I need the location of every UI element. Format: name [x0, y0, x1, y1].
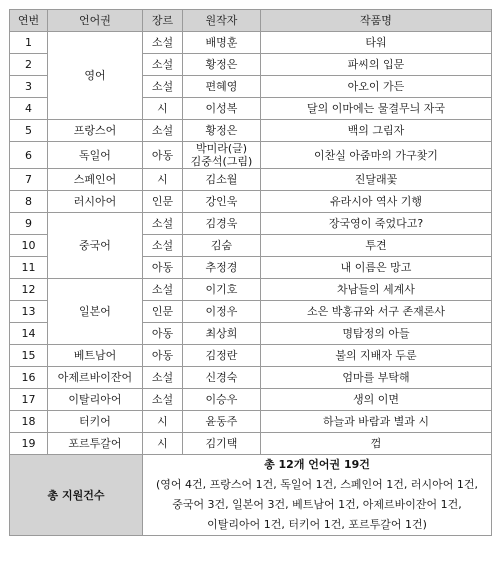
- author-cell: 김기택: [183, 433, 261, 455]
- title-cell: 아오이 가든: [261, 76, 492, 98]
- language-cell: 스페인어: [48, 169, 143, 191]
- author-cell: 김소월: [183, 169, 261, 191]
- row-number: 2: [10, 54, 48, 76]
- title-cell: 내 이름은 망고: [261, 257, 492, 279]
- title-cell: 껌: [261, 433, 492, 455]
- summary-breakdown-line: 이탈리아어 1건, 터키어 1건, 포르투갈어 1건): [207, 518, 427, 531]
- row-number: 3: [10, 76, 48, 98]
- table-row: [10, 213, 492, 235]
- title-cell: 투견: [261, 235, 492, 257]
- genre-cell: 시: [143, 433, 183, 455]
- author-cell: 김정란: [183, 345, 261, 367]
- author-cell: 윤동주: [183, 411, 261, 433]
- translation-grant-table: [9, 9, 492, 536]
- table-row: [10, 411, 492, 433]
- title-cell: 백의 그림자: [261, 120, 492, 142]
- row-number: 4: [10, 98, 48, 120]
- title-cell: 엄마를 부탁해: [261, 367, 492, 389]
- table-body: [10, 32, 492, 536]
- author-line: 김중석(그림): [190, 155, 253, 168]
- table-row: [10, 389, 492, 411]
- language-cell: 이탈리아어: [48, 389, 143, 411]
- row-number: 11: [10, 257, 48, 279]
- header-language: 언어권: [48, 10, 143, 32]
- genre-cell: 소설: [143, 213, 183, 235]
- genre-cell: 소설: [143, 279, 183, 301]
- author-cell: 이기호: [183, 279, 261, 301]
- summary-breakdown-line: 중국어 3건, 일본어 3건, 베트남어 1건, 아제르바이잔어 1건,: [172, 498, 462, 511]
- language-cell: 터키어: [48, 411, 143, 433]
- row-number: 12: [10, 279, 48, 301]
- language-cell: 포르투갈어: [48, 433, 143, 455]
- genre-cell: 시: [143, 411, 183, 433]
- language-cell: 일본어: [48, 279, 143, 345]
- header-number: 연번: [10, 10, 48, 32]
- genre-cell: 소설: [143, 389, 183, 411]
- summary-content: [143, 455, 492, 536]
- author-cell: 최상희: [183, 323, 261, 345]
- table-row: [10, 367, 492, 389]
- table-row: [10, 142, 492, 169]
- title-cell: 하늘과 바람과 별과 시: [261, 411, 492, 433]
- author-cell: 김경욱: [183, 213, 261, 235]
- row-number: 10: [10, 235, 48, 257]
- genre-cell: 인문: [143, 191, 183, 213]
- genre-cell: 시: [143, 169, 183, 191]
- author-cell: 배명훈: [183, 32, 261, 54]
- author-cell: 황정은: [183, 54, 261, 76]
- row-number: 15: [10, 345, 48, 367]
- row-number: 7: [10, 169, 48, 191]
- language-cell: 프랑스어: [48, 120, 143, 142]
- row-number: 14: [10, 323, 48, 345]
- author-cell: 편혜영: [183, 76, 261, 98]
- summary-row: [10, 455, 492, 536]
- title-cell: 명탐정의 아들: [261, 323, 492, 345]
- table-row: [10, 169, 492, 191]
- author-cell: [183, 142, 261, 169]
- genre-cell: 아동: [143, 142, 183, 169]
- author-cell: 김숨: [183, 235, 261, 257]
- row-number: 19: [10, 433, 48, 455]
- title-cell: 불의 지배자 두룬: [261, 345, 492, 367]
- language-cell: 아제르바이잔어: [48, 367, 143, 389]
- author-cell: 이승우: [183, 389, 261, 411]
- row-number: 17: [10, 389, 48, 411]
- table-row: [10, 120, 492, 142]
- row-number: 16: [10, 367, 48, 389]
- genre-cell: 아동: [143, 323, 183, 345]
- language-cell: 베트남어: [48, 345, 143, 367]
- title-cell: 파씨의 입문: [261, 54, 492, 76]
- row-number: 6: [10, 142, 48, 169]
- language-cell: 영어: [48, 32, 143, 120]
- header-author: 원작자: [183, 10, 261, 32]
- author-cell: 이정우: [183, 301, 261, 323]
- title-cell: 차남들의 세계사: [261, 279, 492, 301]
- author-cell: 황정은: [183, 120, 261, 142]
- title-cell: 장국영이 죽었다고?: [261, 213, 492, 235]
- table-row: [10, 433, 492, 455]
- header-genre: 장르: [143, 10, 183, 32]
- genre-cell: 소설: [143, 32, 183, 54]
- genre-cell: 소설: [143, 120, 183, 142]
- author-cell: 신경숙: [183, 367, 261, 389]
- genre-cell: 아동: [143, 257, 183, 279]
- table-row: [10, 191, 492, 213]
- row-number: 5: [10, 120, 48, 142]
- genre-cell: 소설: [143, 235, 183, 257]
- genre-cell: 인문: [143, 301, 183, 323]
- title-cell: 이찬실 아줌마의 가구찾기: [261, 142, 492, 169]
- genre-cell: 아동: [143, 345, 183, 367]
- genre-cell: 소설: [143, 367, 183, 389]
- summary-total: 총 12개 언어권 19건: [264, 458, 370, 471]
- table-row: [10, 345, 492, 367]
- table-row: [10, 279, 492, 301]
- title-cell: 유라시아 역사 기행: [261, 191, 492, 213]
- title-cell: 달의 이마에는 물결무늬 자국: [261, 98, 492, 120]
- table-row: [10, 32, 492, 54]
- row-number: 9: [10, 213, 48, 235]
- row-number: 1: [10, 32, 48, 54]
- title-cell: 소은 박홍규와 서구 존재론사: [261, 301, 492, 323]
- author-cell: 강인욱: [183, 191, 261, 213]
- header-title: 작품명: [261, 10, 492, 32]
- title-cell: 진달래꽃: [261, 169, 492, 191]
- genre-cell: 소설: [143, 76, 183, 98]
- language-cell: 러시아어: [48, 191, 143, 213]
- row-number: 13: [10, 301, 48, 323]
- author-line: 박미라(글): [195, 142, 248, 155]
- table-header: [10, 10, 492, 32]
- language-cell: 중국어: [48, 213, 143, 279]
- language-cell: 독일어: [48, 142, 143, 169]
- title-cell: 타워: [261, 32, 492, 54]
- row-number: 8: [10, 191, 48, 213]
- author-cell: 추정경: [183, 257, 261, 279]
- summary-breakdown-line: (영어 4건, 프랑스어 1건, 독일어 1건, 스페인어 1건, 러시아어 1건,: [155, 478, 478, 491]
- author-cell: 이성복: [183, 98, 261, 120]
- title-cell: 생의 이면: [261, 389, 492, 411]
- genre-cell: 소설: [143, 54, 183, 76]
- header-row: [10, 10, 492, 32]
- summary-label: 총 지원건수: [10, 455, 143, 536]
- genre-cell: 시: [143, 98, 183, 120]
- row-number: 18: [10, 411, 48, 433]
